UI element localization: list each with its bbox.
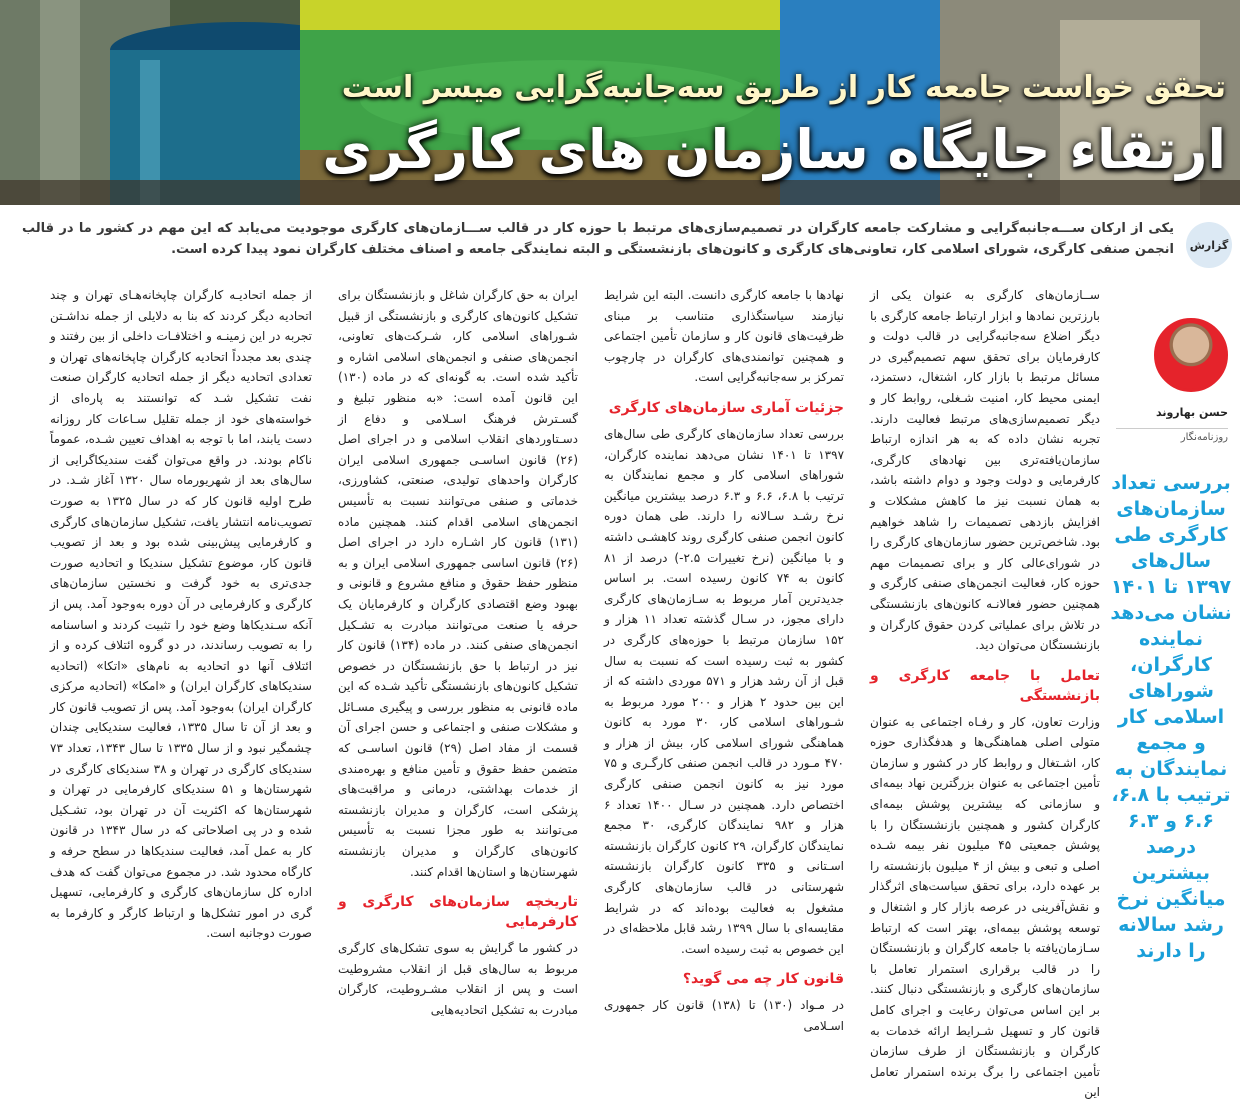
col3-subheading-history: تاریخچه سازمان‌های کارگری و کارفرمایی xyxy=(338,894,578,931)
author-name: حسن بهاروند xyxy=(1155,406,1228,419)
section-badge: گزارش xyxy=(1186,222,1232,268)
author-role: روزنامه‌نگار xyxy=(1116,428,1228,443)
lead-paragraph: یکی از ارکان ســـه‌جانبه‌گرایی و مشارکت جامعه کارگران در تصمیم‌سازی‌های مرتبط با حوزه کار در قالب ســـازمان‌های کارگری موجودیت می‌یابد که این مهم در کشور ما در قالب انجمن صنفی کارگری، شورای اسلامی کار، تعاونی‌های کارگری و کانون‌های بازنشستگی و البته نمایندگی جامعه و اصناف مختلف کارگران نمود پیدا کرده است. xyxy=(22,221,1174,257)
col2-paragraph-1: نهادها با جامعه کارگری دانست. البته این شرایط نیازمند سیاستگذاری متناسب بر مبنای ظرفیت‌های قانون کار و سازمان تأمین اجتماعی و همچنین توانمندی‌های کارگران در چارچوب تمرکز بر سه‌جانبه‌گرایی است. xyxy=(604,288,844,385)
author-avatar xyxy=(1154,318,1228,392)
article-column-2 xyxy=(604,285,844,1039)
pullquote: بررسی تعداد سازمان‌های کارگری طی سال‌های ۱۳۹۷ تا ۱۴۰۱ نشان می‌دهد نماینده کارگران، شوراهای اسلامی کار و مجمع نمایندگان به ترتیب با ۶.۸، ۶.۶ و ۶.۳ درصد بیشترین میانگین نرخ رشد سالانه را دارند xyxy=(1110,472,1232,962)
col2-paragraph-2: بررسی تعداد سازمان‌های کارگری طی سال‌های ۱۳۹۷ تا ۱۴۰۱ نشان می‌دهد نماینده کارگران، شوراهای اسلامی کار و مجمع نمایندگان به ترتیب با ۶.۸، ۶.۶ و ۶.۳ درصد بیشترین میانگین نرخ رشـد سـالانه را دارند. طی همان دوره کانون انجمن صنفی کارگری روند کاهشـی داشته و با میانگین (نرخ تغییرات ۲.۵-) درصد از ۸۱ کانون به ۷۴ کانون رسیده است. بر اساس جدیدترین آمار مربوط به سـازمان‌های کارگری دارای مجوز، در سـال گذشته تعداد ۱۱ هزار و ۱۵۲ سازمان مرتبط با حوزه‌های کارگری در کشور به ثبت رسیده است که نسبت به سال قبل از آن رشد هزار و ۵۷۱ موردی داشته که از این بین حدود ۲ هزار و ۲۰۰ مورد مربوط به شـوراهای اسلامی کار، ۳۰ مورد به کانون هماهنگی شورای اسلامی کار، بیش از هزار و ۴۷۰ مـورد در قالب انجمن صنفی کارگـری و ۷۵ مورد نیز به کانون انجمن صنفی کارگری اختصاص دارد. همچنین در سـال ۱۴۰۰ تعداد ۶ هزار و ۹۸۲ نمایندگان کارگری، ۳۰ مجمع نمایندگان کارگران، ۲۹ کانون کارگران بازنشسته اسـتانی و ۳۳۵ کانون کارگران بازنشسته شهرستانی در قالب سازمان‌های کارگری مشغول به فعالیت بوده‌اند که در شرایط مقایسه‌ای با سال ۱۳۹۹ رشد قابل ملاحظه‌ای در این خصوص به ثبت رسیده است. xyxy=(604,426,845,956)
col2-subheading-law: قانون کار چه می گوید؟ xyxy=(682,971,844,988)
article-column-3 xyxy=(338,285,578,1023)
article-column-4 xyxy=(50,285,312,946)
col1-subheading: تعامل با جامعه کارگری و بازنشستگی xyxy=(870,667,1100,704)
col1-paragraph-1: ســازمان‌های کارگری به عنوان یکی از بارزترین نمادها و ابزار ارتباط جامعه کارگری با دیگر اضلاع سه‌جانبه‌گرایی در قالب دولت و کارفرمایان برای تحقق سهم تصمیم‌گیری در مسائل مرتبط با بازار کار، اشتغال، دستمزد، ایمنی محیط کار، امنیت شـغلی، روابط کار و دیگر تصمیم‌سازی‌های مرتبط فعالیت دارند. تجربه نشان داده که به هر اندازه ارتباط سازمان‌یافته‌تری بین نهادهای کارگری، کارفرمایی و دولت وجود و دوام داشته باشد، به همان نسبت نیز ما کاهش مشکلات و افزایش بازدهی تصمیمات را شاهد خواهیم بود. شاخص‌ترین حضور سازمان‌های کارگری را در شورای‌عالی کار و برای تصمیمات مهم حوزه کار، فعالیت انجمن‌های صنفی کارگری و همچنین حضور فعالانـه کانون‌های بازنشستگی در تلاش برای عملیاتی کردن حقوق کارگران و بازنشستگان می‌توان دید. xyxy=(870,288,1100,653)
col3-paragraph-1: ایران به حق کارگران شاغل و بازنشستگان برای تشکیل کانون‌های کارگری و بازنشستگی از قبیل شـوراهای اسلامی کار، شـرکت‌های تعاونی، انجمن‌های صنفی و انجمن‌های اسلامی اشاره و تأکید شده است. به گونه‌ای که در ماده (۱۳۰) این قانون آمده است: «به منظور تبلیغ و گسـترش فرهنگ اسـلامی و دفاع از دسـتاوردهای انقلاب اسلامی و در اجرای اصل (۲۶) قانون اساسـی جمهوری اسلامی ایران کارگران واحدهای تولیدی، صنعتی، کشاورزی، خدماتی و صنفی می‌توانند نسبت به تأسیس انجمن‌های اسلامی اقدام کنند. همچنین ماده (۱۳۱) قانون کار اشـاره دارد در اجرای اصل (۲۶) قانون اساسی جمهوری اسلامی ایران و به منظور حفظ حقوق و منافع مشروع و قانونی و بهبود وضع اقتصادی کارگران و کارفرمایان یک حرفه یا صنعت می‌توانند مبادرت به تشـکیل انجمن‌های صنفی کنند. در ماده (۱۳۴) قانون کار نیز در ارتباط با حق بازنشستگان در خصوص تشکیل کانون‌های بازنشستگی تأکید شـده که این ماده قانونی به منظور بررسی و پیگیری مسـائل و مشکلات صنفی و اجتماعی و حسن اجرای آن قسمت از مفاد اصل (۲۹) قانون اساسـی که متضمن حفظ حقوق و تأمین منافع و بهره‌مندی از خدمات بهداشتی، درمانی و مراقبت‌های پزشکی است، کارگران و مدیران بازنشسته می‌توانند به طور مجزا نسبت به تأسیس کانون‌های کارگران و مدیران بازنشسته شهرستان‌ها و استان‌ها اقدام کنند. xyxy=(338,288,578,879)
col3-paragraph-2: در کشور ما گرایش به سوی تشکل‌های کارگری مربوط به سال‌های قبل از انقلاب مشروطیت است و پس از انقلاب مشـروطیت، کارگران مبادرت به تشکیل اتحادیه‌هایی xyxy=(338,941,578,1017)
col2-subheading-stats: جزئیات آماری سازمان‌های کارگری xyxy=(608,399,844,416)
col1-paragraph-2: وزارت تعاون، کار و رفـاه اجتماعی به عنوان متولی اصلی هماهنگی‌ها و هدفگذاری حوزه کار، اشـتغال و روابط کار در کشور و سازمان تأمین اجتماعی به عنوان بزرگترین نهاد بیمه‌ای و سازمانی که بیشترین پوشش بیمه‌ای کارگران کشور و همچنین بازنشستگان را با پوشش جمعیتی ۴۵ میلیون نفر بیمه شـده اصلی و تبعی و بیش از ۴ میلیون بازنشسته را بر عهده دارد، برای تحقق سیاست‌های اثرگذار و نقش‌آفرینی در عرصه بازار کار و اشتغال و توسعه پوشش بیمه‌ای، بهتر است که ارتباط سـازمان‌یافته با جامعه کارگران و بازنشستگان را در قالب برقراری استمرار تعامل با سازمان‌های کارگری و بازنشستگی دنبال کنند. بر این اساس می‌توان رعایت و اجرای کامل قانون کار و تسهیل شـرایط ارائه خدمات به کارگران و بازنشستگان از طرف سازمان تأمین اجتماعی را برگ برنده استمرار تعامل این xyxy=(870,714,1100,1100)
headline-title: ارتقاء جایگاه سازمان های کارگری xyxy=(322,118,1226,181)
banner-photo xyxy=(0,0,1240,205)
headline-kicker: تحقق خواست جامعه کار از طریق سه‌جانبه‌گرایی میسر است xyxy=(341,70,1226,105)
col2-paragraph-3: در مـواد (۱۳۰) تا (۱۳۸) قانون کار جمهوری اسـلامی xyxy=(604,998,844,1033)
col4-paragraph-1: از جمله اتحادیـه کارگران چاپخانه‌هـای تهران و چند اتحادیه دیگر کردند که بنا به دلایلی از جمله نداشـتن تجربه در این زمینـه و اختلافـات داخلی از بین رفتند و چندی بعد مجدداً اتحادیه کارگران چاپخانه‌های تهران و تعدادی اتحادیه دیگر از جمله اتحادیه کارگران صنعت نفت تشکیل شـد که توانستند به پاره‌ای از خواسته‌های خود از جمله تقلیل سـاعات کار روزانه دست یابند، اما با توجه به اهداف تعیین شـده، عموماً ناکام بودند. در واقع می‌توان گفت سندیکاگرایی از سال‌های بعد از شهریورماه سال ۱۳۲۰ آغاز شـد. در طرح اولیه قانون کار که در سال ۱۳۲۵ به صورت تصویب‌نامه انتشار یافت، تشکیل سازمان‌های کارگری و کارفرمایی پیش‌بینی شده بود و بعد از تصویب قانون کار، موضوع تشکیل سندیکا و اتحادیه صورت جدی‌تری به خود گرفت و نخستین سازمان‌های کارگری و کارفرمایی در آن دوره به‌وجود آمد. پس از آنکه سـندیکاها وضع خود را تثبیت کردند و اساسنامه را به تصویب رساندند، در دو گروه ائتلاف کرده و از ائتلاف آنها دو اتحادیه به نام‌های «اتکا» (اتحادیه سندیکاهای کارگران ایران) و «امکا» (اتحادیه مرکزی کارگران ایران) به‌وجود آمد. پس از تصویب قانون کار و بعد از آن تا سال ۱۳۳۵، فعالیت سندیکایی چندان چشمگیر نبود و از سال ۱۳۳۵ تا سال ۱۳۴۳، تعداد ۷۳ سندیکای کارگری در تهران و ۳۸ سندیکای کارگری در شهرستان‌ها و ۵۱ سندیکای کارفرمایی در تهران و شهرستان‌ها که اکثریت آن در تهران بود، تشـکیل شده و در پی اصلاحاتی که در سال ۱۳۴۳ در قانون کار به عمل آمد، فعالیت سندیکاها در سطح حرفه و کارگاه محدود شد. در مجموع می‌توان گفت که هدف اداره کل سازمان‌های کارگری و کارفرمایی، تسهیل گری در امور تشکل‌ها و ارتباط کارگر و کارفرما به صورت دوجانبه است. xyxy=(50,288,313,941)
article-column-1 xyxy=(870,285,1100,1105)
